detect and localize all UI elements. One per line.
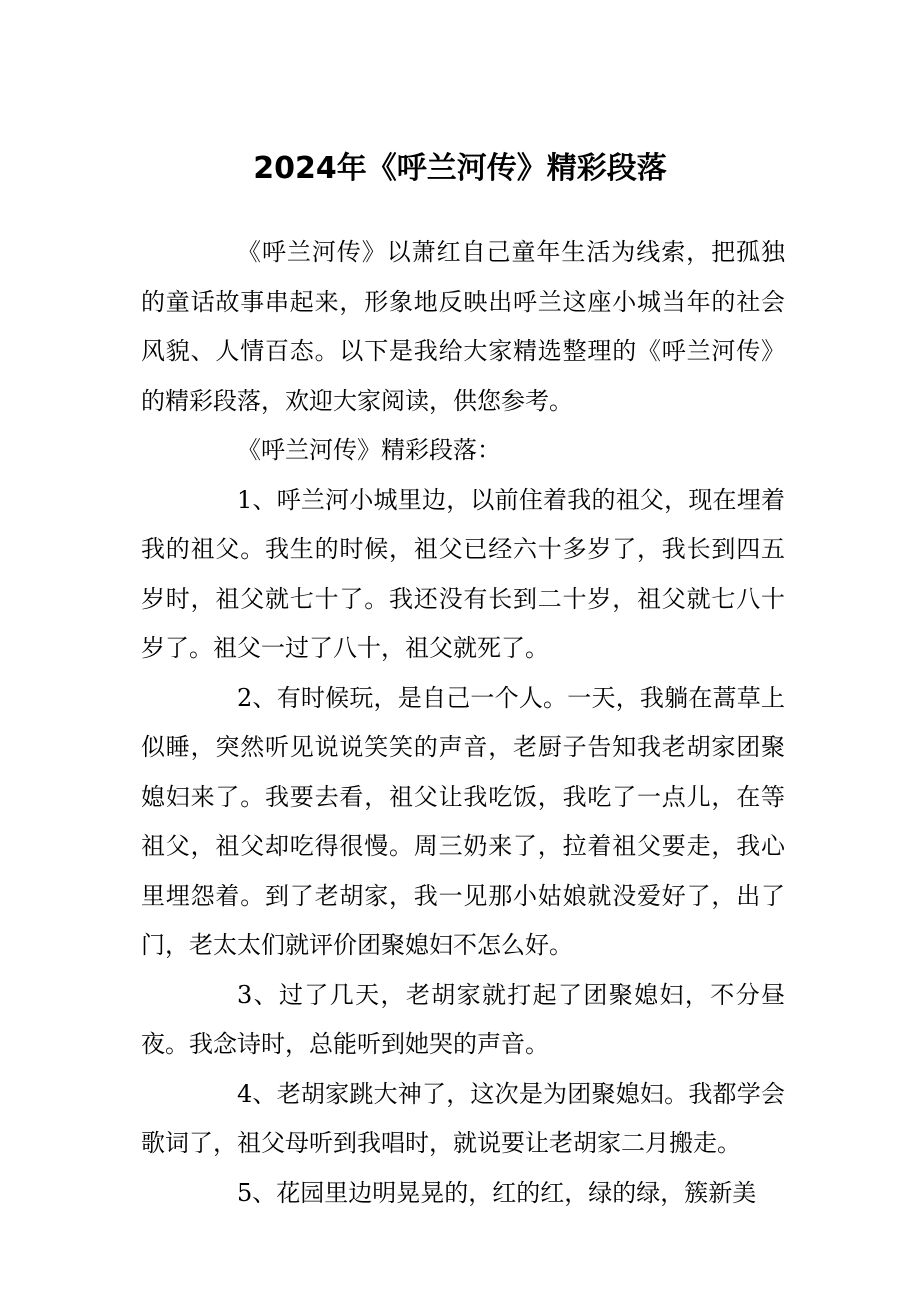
paragraph-3: 3、过了几天，老胡家就打起了团聚媳妇，不分昼夜。我念诗时，总能听到她哭的声音。 bbox=[141, 980, 785, 1058]
paragraph-5: 5、花园里边明晃晃的，红的红，绿的绿，簇新美 bbox=[237, 1178, 757, 1207]
paragraph-4: 4、老胡家跳大神了，这次是为团聚媳妇。我都学会歌词了，祖父母听到我唱时，就说要让老胡家二月搬走。 bbox=[141, 1079, 785, 1157]
document-title: 2024年《呼兰河传》精彩段落 bbox=[253, 151, 667, 186]
paragraph-section-heading: 《呼兰河传》精彩段落： bbox=[237, 436, 501, 464]
document-body bbox=[141, 228, 785, 1218]
paragraph-1: 1、呼兰河小城里边，以前住着我的祖父，现在埋着我的祖父。我生的时候，祖父已经六十多岁了，我长到四五岁时，祖父就七十了。我还没有长到二十岁，祖父就七八十岁了。祖父一过了八十，祖父就死了。 bbox=[141, 485, 785, 662]
paragraph-intro: 《呼兰河传》以萧红自己童年生活为线索，把孤独的童话故事串起来，形象地反映出呼兰这座小城当年的社会风貌、人情百态。以下是我给大家精选整理的《呼兰河传》的精彩段落，欢迎大家阅读，供您参考。 bbox=[141, 238, 785, 415]
paragraph-2: 2、有时候玩，是自己一个人。一天，我躺在蒿草上似睡，突然听见说说笑笑的声音，老厨子告知我老胡家团聚媳妇来了。我要去看，祖父让我吃饭，我吃了一点儿，在等祖父，祖父却吃得很慢。周三奶来了，拉着祖父要走，我心里埋怨着。到了老胡家，我一见那小姑娘就没爱好了，出了门，老太太们就评价团聚媳妇不怎么好。 bbox=[141, 683, 785, 959]
